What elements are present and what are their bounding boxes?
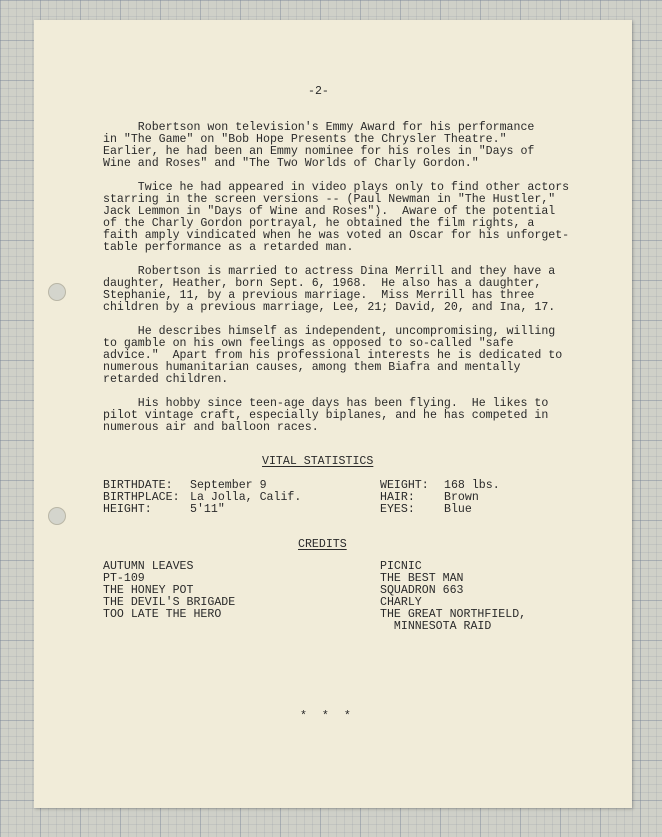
vital-stats-right-labels: WEIGHT: HAIR: EYES: [380,479,429,516]
vital-stats-left-values: September 9 La Jolla, Calif. 5'11" [190,479,302,516]
paragraph-emmy: Robertson won television's Emmy Award for his performance in "The Game" on "Bob Hope Presents the Chrysler Theatre." Earlier, he had been an Emmy nominee for his roles in "Days of Wine and Roses" and "The Two Worlds of Charly Gordon." [103,121,535,170]
biography-body [103,122,593,446]
vital-statistics-heading: VITAL STATISTICS [262,455,374,468]
vital-stats-left-labels: BIRTHDATE: BIRTHPLACE: HEIGHT: [103,479,180,516]
credits-right-list: PICNIC THE BEST MAN SQUADRON 663 CHARLY THE GREAT NORTHFIELD, MINNESOTA RAID [380,560,527,633]
credits-heading: CREDITS [298,538,347,551]
end-mark: * * * [300,710,351,723]
credits-left-list: AUTUMN LEAVES PT-109 THE HONEY POT THE DEVIL'S BRIGADE TOO LATE THE HERO [103,560,236,621]
paragraph-character: He describes himself as independent, uncompromising, willing to gamble on his own feelings as opposed to so-called "safe advice." Apart from his professional interests he is dedicated to numerous humanitarian causes, among them Biafra and mentally retarded children. [103,325,563,386]
vital-stats-right-values: 168 lbs. Brown Blue [444,479,500,516]
punch-hole-bottom [48,507,66,525]
paragraph-video-plays: Twice he had appeared in video plays only to find other actors starring in the screen versions -- (Paul Newman in "The Hustler," Jack Lemmon in "Days of Wine and Roses"). Aware of the potential of the Charly Gordon portrayal, he obtained the film rights, a faith amply vindicated when he was voted an Oscar for his unforget- table performance as a retarded man. [103,181,570,254]
punch-hole-top [48,283,66,301]
paragraph-family: Robertson is married to actress Dina Merrill and they have a daughter, Heather, born Sept. 6, 1968. He also has a daughter, Stephanie, 11, by a previous marriage. Miss Merrill has three children by a previous marriage, Lee, 21; David, 20, and Ina, 17. [103,265,556,314]
paragraph-hobby: His hobby since teen-age days has been flying. He likes to pilot vintage craft, especially biplanes, and he has competed in numerous air and balloon races. [103,397,549,434]
page-number: -2- [308,85,329,98]
